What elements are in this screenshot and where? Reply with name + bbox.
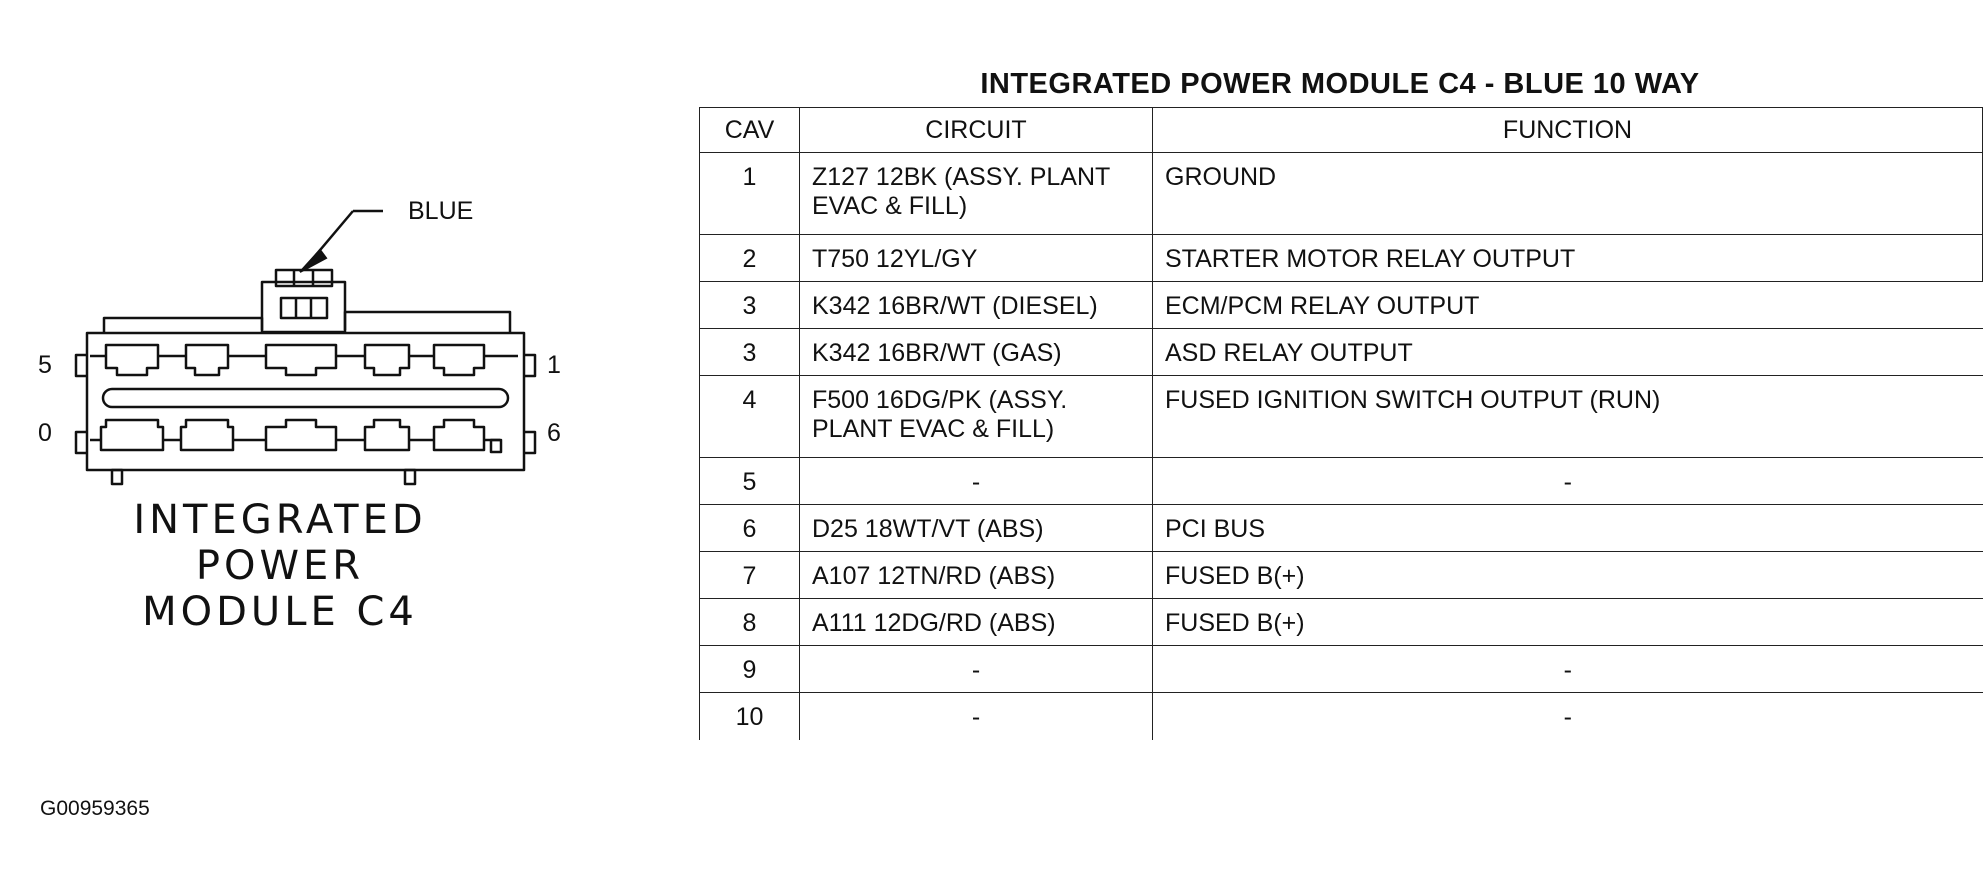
cell-cav: 9: [700, 646, 800, 693]
cell-circuit: K342 16BR/WT (DIESEL): [800, 282, 1153, 329]
header-circuit: CIRCUIT: [800, 108, 1153, 153]
table-row: [700, 153, 1983, 235]
cell-function: FUSED B(+): [1153, 552, 1983, 599]
cell-function: ECM/PCM RELAY OUTPUT: [1153, 282, 1983, 329]
cell-function: PCI BUS: [1153, 505, 1983, 552]
cell-function: ASD RELAY OUTPUT: [1153, 329, 1983, 376]
cell-cav: 10: [700, 693, 800, 740]
cell-cav: 5: [700, 458, 800, 505]
table-row: [700, 646, 1983, 693]
table-row: [700, 693, 1983, 740]
pin-label-bottom-left: 0: [38, 419, 52, 447]
cell-cav: 8: [700, 599, 800, 646]
leader-arrowhead: [300, 250, 326, 272]
table-row: [700, 599, 1983, 646]
cell-cav: 4: [700, 376, 800, 458]
cell-circuit: Z127 12BK (ASSY. PLANT EVAC & FILL): [800, 153, 1153, 235]
cell-circuit: T750 12YL/GY: [800, 235, 1153, 282]
cell-cav: 3: [700, 282, 800, 329]
cell-circuit: K342 16BR/WT (GAS): [800, 329, 1153, 376]
figure-id: G00959365: [40, 797, 150, 820]
cell-cav: 3: [700, 329, 800, 376]
connector-caption: [120, 497, 440, 635]
cell-cav: 2: [700, 235, 800, 282]
table-row: [700, 329, 1983, 376]
cell-function: -: [1153, 693, 1983, 740]
table-row: [700, 552, 1983, 599]
connector-figure: [0, 0, 640, 700]
table-row: [700, 282, 1983, 329]
table-row: [700, 376, 1983, 458]
cell-function: FUSED IGNITION SWITCH OUTPUT (RUN): [1153, 376, 1983, 458]
table-row: [700, 235, 1983, 282]
table-title: INTEGRATED POWER MODULE C4 - BLUE 10 WAY: [980, 68, 1700, 100]
cell-function: STARTER MOTOR RELAY OUTPUT: [1153, 235, 1983, 282]
cell-circuit: A107 12TN/RD (ABS): [800, 552, 1153, 599]
pin-label-top-left: 5: [38, 351, 52, 379]
caption-line-2: POWER: [195, 543, 365, 589]
cell-circuit: -: [800, 693, 1153, 740]
cell-function: -: [1153, 646, 1983, 693]
pin-label-top-right: 1: [547, 351, 561, 379]
cell-function: GROUND: [1153, 153, 1983, 235]
cell-circuit: F500 16DG/PK (ASSY. PLANT EVAC & FILL): [800, 376, 1153, 458]
connector-color-label: BLUE: [408, 197, 474, 225]
cell-function: FUSED B(+): [1153, 599, 1983, 646]
cell-cav: 1: [700, 153, 800, 235]
pinout-table: [699, 107, 1983, 740]
table-header-row: [700, 108, 1983, 153]
table-row: [700, 458, 1983, 505]
table-row: [700, 505, 1983, 552]
caption-line-3: MODULE C4: [142, 589, 418, 635]
header-function: FUNCTION: [1153, 108, 1983, 153]
cell-circuit: A111 12DG/RD (ABS): [800, 599, 1153, 646]
cell-function: -: [1153, 458, 1983, 505]
cell-cav: 6: [700, 505, 800, 552]
pin-label-bottom-right: 6: [547, 419, 561, 447]
header-cav: CAV: [700, 108, 800, 153]
cell-circuit: -: [800, 646, 1153, 693]
cell-circuit: D25 18WT/VT (ABS): [800, 505, 1153, 552]
cell-cav: 7: [700, 552, 800, 599]
connector-drawing: [0, 0, 640, 500]
caption-line-1: INTEGRATED: [133, 497, 427, 543]
cell-circuit: -: [800, 458, 1153, 505]
